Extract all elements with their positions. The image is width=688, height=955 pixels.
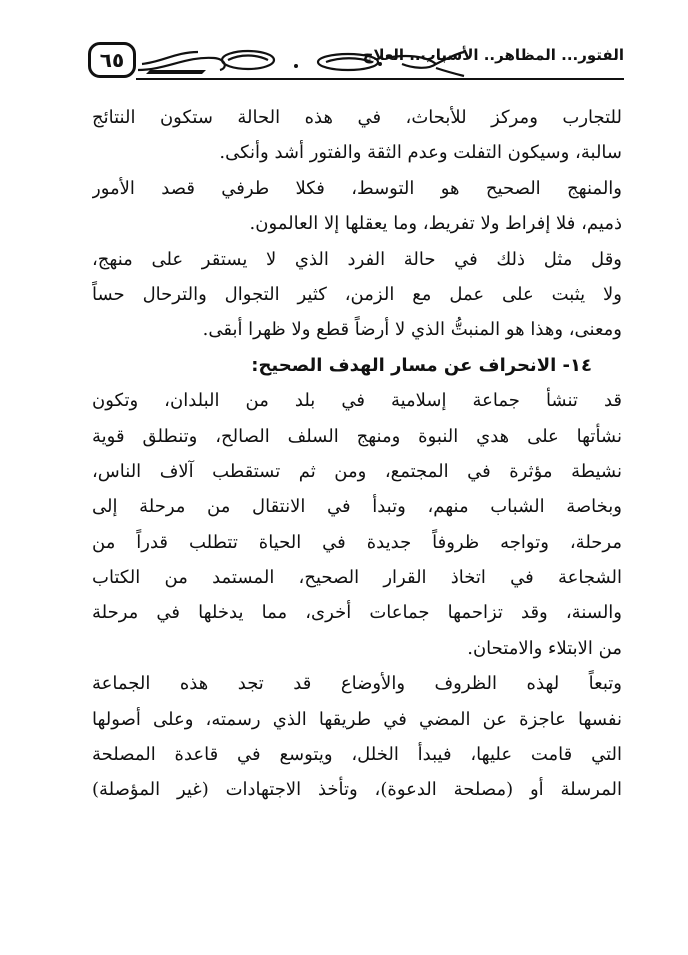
text-line: والمنهج الصحيح هو التوسط، فكلا طرفي قصد الأمور [92, 177, 622, 199]
text-line: الشجاعة في اتخاذ القرار الصحيح، المستمد من الكتاب [92, 567, 622, 589]
text-line: ذميم، فلا إفراط ولا تفريط، وما يعقلها إلا العالمون. [249, 213, 622, 235]
text-line: قد تنشأ جماعة إسلامية في بلد من البلدان، وتكون [92, 390, 622, 412]
page-header [88, 40, 624, 88]
text-line: نشأتها على هدي النبوة ومنهج السلف الصالح، وتنطلق قوية [92, 425, 622, 447]
text-line: المرسلة أو (مصلحة الدعوة)، وتأخذ الاجتهادات (غير المؤصلة) [92, 779, 622, 801]
text-line: من الابتلاء والامتحان. [467, 637, 622, 659]
section-heading: ١٤- الانحراف عن مسار الهدف الصحيح: [251, 354, 592, 376]
text-line: وبخاصة الشباب منهم، وتبدأ في الانتقال من مرحلة إلى [92, 496, 622, 518]
text-line: مرحلة، وتواجه ظروفاً جديدة في الحياة تتطلب قدراً من [92, 531, 622, 553]
text-line: سالبة، وسيكون التفلت وعدم الثقة والفتور أشد وأنكى. [219, 142, 622, 164]
running-title: الفتور... المظاهر.. الأسباب.. العلاج [362, 46, 624, 64]
text-line: والسنة، وقد تزاحمها جماعات أخرى، مما يدخلها في مرحلة [92, 602, 622, 624]
text-line: نفسها عاجزة عن المضي في طريقها الذي رسمته، وعلى أصولها [92, 708, 622, 730]
body-text [92, 100, 622, 808]
header-rule [136, 78, 624, 80]
text-line: وتبعاً لهذه الظروف والأوضاع قد تجد هذه الجماعة [92, 673, 622, 695]
text-line: ومعنى، وهذا هو المنبتُّ الذي لا أرضاً قطع ولا ظهرا أبقى. [202, 319, 622, 341]
text-line: وقل مثل ذلك في حالة الفرد الذي لا يستقر على منهج، [92, 248, 622, 270]
page-number: ٦٥ [88, 42, 136, 78]
text-line: ولا يثبت على عمل مع الزمن، كثير التجوال والترحال حساً [92, 283, 622, 305]
text-line: التي قامت عليها، فيبدأ الخلل، ويتوسع في قاعدة المصلحة [92, 744, 622, 766]
text-line: للتجارب ومركز للأبحاث، في هذه الحالة ستكون النتائج [92, 107, 622, 128]
text-line: نشيطة مؤثرة في المجتمع، ومن ثم تستقطب آلاف الناس، [92, 460, 622, 482]
